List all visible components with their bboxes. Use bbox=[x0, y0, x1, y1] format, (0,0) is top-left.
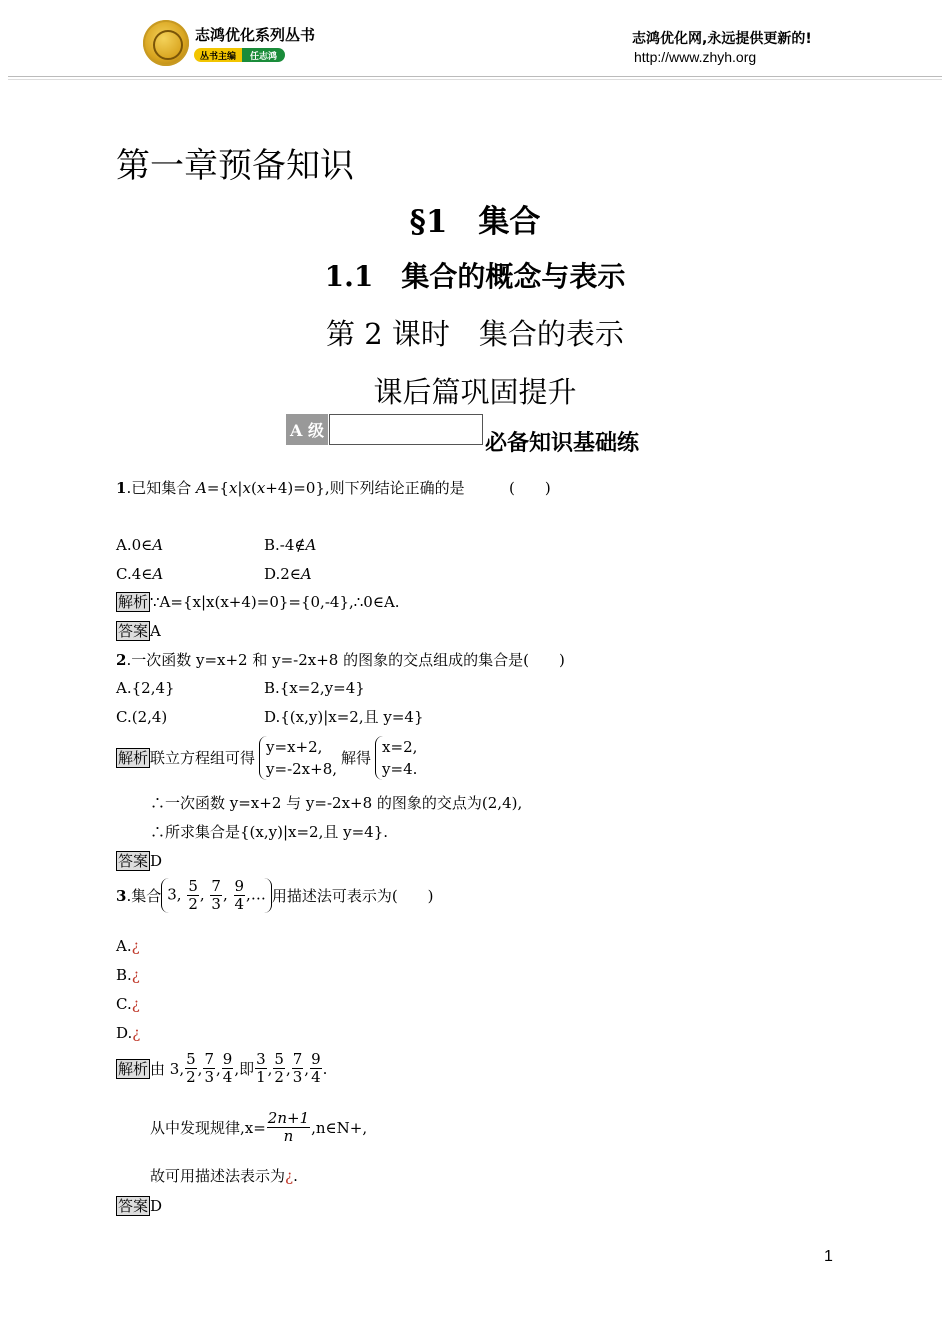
header-divider-secondary bbox=[8, 79, 942, 80]
q3-option-c-label: C. bbox=[116, 995, 132, 1013]
editor-label: 丛书主编 bbox=[194, 48, 242, 62]
q3-an-frac7-num: 9 bbox=[311, 1050, 321, 1068]
q3-analysis-mid: ,即 bbox=[234, 1059, 255, 1078]
q3-option-d-label: D. bbox=[116, 1024, 133, 1042]
q1-option-c-text: C.4∈ bbox=[116, 565, 153, 583]
q3-an-frac7-den: 4 bbox=[311, 1068, 321, 1086]
q3-option-c bbox=[116, 994, 140, 1014]
q3-set-frac1 bbox=[187, 878, 199, 913]
level-title: 必备知识基础练 bbox=[485, 431, 640, 456]
q3-an-frac5 bbox=[273, 1051, 285, 1086]
q1-option-d bbox=[264, 564, 312, 584]
q2-number: 2 bbox=[116, 651, 127, 669]
chapter-title: 第一章预备知识 bbox=[116, 146, 354, 186]
q3-an-frac2-num: 7 bbox=[204, 1050, 214, 1068]
q3-an-frac6-den: 3 bbox=[292, 1068, 303, 1086]
analysis-tag: 解析 bbox=[118, 749, 149, 767]
q3-set-frac2 bbox=[210, 878, 222, 913]
q3-an-frac2 bbox=[203, 1051, 215, 1086]
q3-set-frac2-num: 7 bbox=[211, 877, 221, 895]
q1-option-b-text: B.-4∉ bbox=[264, 536, 306, 554]
q1-option-a bbox=[116, 535, 163, 555]
q3-an-frac3 bbox=[222, 1051, 234, 1086]
q2-answer-text: D bbox=[150, 852, 163, 870]
site-url[interactable]: http://www.zhyh.org bbox=[634, 49, 757, 65]
q3-conclusion bbox=[150, 1166, 298, 1186]
q3-conclusion-text: 故可用描述法表示为 bbox=[150, 1167, 286, 1185]
q3-option-b bbox=[116, 965, 140, 985]
subsection-title: 1.1 集合的概念与表示 bbox=[324, 260, 626, 293]
site-slogan: 志鸿优化网,永远提供更新的! bbox=[632, 31, 812, 47]
q2-system-eq1: y=x+2, bbox=[266, 738, 323, 756]
q3-answer-text: D bbox=[150, 1197, 163, 1215]
q3-option-a bbox=[116, 936, 140, 956]
q2-option-d: D.{(x,y)|x=2,且 y=4} bbox=[264, 708, 424, 726]
q3-an-frac3-den: 4 bbox=[222, 1068, 233, 1086]
q3-an-frac1 bbox=[185, 1051, 197, 1086]
q3-option-d-glyph: ¿ bbox=[132, 1024, 141, 1042]
q3-set-frac3 bbox=[234, 878, 246, 913]
q2-solution-y: y=4. bbox=[382, 760, 418, 778]
q3-an-frac4 bbox=[255, 1051, 267, 1086]
q1-option-a-text: A.0∈ bbox=[116, 536, 153, 554]
q2-system-equations bbox=[259, 736, 337, 780]
q3-stem-b: 用描述法可表示为( ) bbox=[271, 886, 434, 905]
q3-rule-tail: ,n∈N+, bbox=[311, 1118, 368, 1137]
q2-solution-x: x=2, bbox=[382, 738, 418, 756]
q3-option-b-glyph: ¿ bbox=[131, 966, 140, 984]
q2-analysis-line3: ∴所求集合是{(x,y)|x=2,且 y=4}. bbox=[150, 823, 389, 841]
analysis-tag: 解析 bbox=[118, 593, 149, 611]
q3-analysis: 解析 由 3, $\frac{5}{2}$ , $\frac{7}{3}$ , $\frac{9}{4}$ ,即 $\frac{3}{1}$ , $\frac{5}{2}$ , $\frac{7}{3}$ , $\frac{9}{4}$ . bbox=[118, 1050, 328, 1086]
q3-rule-den: n bbox=[283, 1127, 294, 1145]
q1-answer-text: A bbox=[150, 622, 161, 640]
header-divider bbox=[8, 76, 942, 77]
q2-option-b: B.{x=2,y=4} bbox=[264, 679, 365, 697]
lesson-title: 第 2 课时 集合的表示 bbox=[326, 317, 624, 351]
q3-set-frac1-num: 5 bbox=[188, 877, 198, 895]
answer-tag: 答案 bbox=[118, 852, 149, 870]
q1-stem-x: x bbox=[228, 479, 238, 497]
q1-option-d-text: D.2∈ bbox=[264, 565, 301, 583]
q3-stem bbox=[116, 878, 434, 913]
q1-stem-a: .已知集合 bbox=[126, 479, 196, 497]
q1-analysis bbox=[116, 592, 400, 612]
q3-set-first: 3, bbox=[167, 885, 182, 904]
q3-an-frac1-den: 2 bbox=[186, 1068, 196, 1086]
q3-rule bbox=[150, 1110, 367, 1145]
q1-stem-x2: x bbox=[242, 479, 251, 497]
q3-an-frac7 bbox=[310, 1051, 322, 1086]
q1-option-a-var: A bbox=[152, 536, 164, 554]
q1-stem-x3: x bbox=[256, 479, 266, 497]
q2-solution-system bbox=[375, 736, 417, 780]
logo-emblem-icon bbox=[153, 30, 183, 60]
page-number: 1 bbox=[824, 1248, 833, 1265]
q2-option-a: A.{2,4} bbox=[116, 679, 175, 697]
q1-number: 1 bbox=[116, 479, 127, 497]
q2-analysis bbox=[116, 736, 417, 780]
q1-stem-e: +4)=0},则下列结论正确的是 bbox=[265, 479, 465, 497]
q1-option-b bbox=[264, 535, 316, 555]
q1-paren: ( ) bbox=[509, 479, 551, 497]
q3-set-frac2-den: 3 bbox=[211, 895, 221, 913]
q2-analysis-line2: ∴一次函数 y=x+2 与 y=-2x+8 的图象的交点为(2,4), bbox=[150, 794, 523, 812]
q3-an-frac4-num: 3 bbox=[256, 1050, 266, 1068]
q3-an-frac4-den: 1 bbox=[256, 1068, 266, 1086]
q1-stem-d: ( bbox=[250, 479, 257, 497]
q2-option-c: C.(2,4) bbox=[116, 708, 168, 726]
q3-option-c-glyph: ¿ bbox=[131, 995, 140, 1013]
q1-option-c-var: A bbox=[152, 565, 164, 583]
q3-set-tail: ,… bbox=[246, 885, 266, 904]
q1-stem bbox=[116, 478, 465, 498]
q3-rule-num: 2n+1 bbox=[267, 1109, 310, 1127]
q1-stem-c: | bbox=[237, 479, 243, 497]
q3-set-frac1-den: 2 bbox=[188, 895, 198, 913]
q3-an-frac6 bbox=[292, 1051, 304, 1086]
editor-name: 任志鸿 bbox=[242, 48, 285, 62]
q3-conclusion-end: . bbox=[293, 1167, 298, 1185]
q3-option-d bbox=[116, 1023, 140, 1043]
q3-set: 3, $\frac{5}{2}$ , $\frac{7}{3}$ , $\frac{9}{4}$ ,… bbox=[161, 878, 272, 913]
editor-bar bbox=[194, 48, 285, 62]
q3-option-a-glyph: ¿ bbox=[131, 937, 140, 955]
q3-an-frac3-num: 9 bbox=[222, 1050, 233, 1068]
q3-rule-lead: 从中发现规律,x= bbox=[150, 1118, 266, 1137]
level-box bbox=[329, 414, 483, 445]
answer-tag: 答案 bbox=[118, 1197, 149, 1215]
q3-number: 3 bbox=[116, 886, 127, 905]
q1-answer bbox=[116, 621, 161, 641]
section-title: §1 集合 bbox=[409, 204, 541, 240]
q2-stem bbox=[116, 650, 565, 670]
q1-option-d-var: A bbox=[300, 565, 312, 583]
practice-title: 课后篇巩固提升 bbox=[373, 375, 577, 409]
q3-an-frac6-num: 7 bbox=[292, 1050, 303, 1068]
q3-analysis-lead: 由 3, bbox=[150, 1059, 185, 1078]
q3-set-frac3-num: 9 bbox=[234, 877, 245, 895]
q3-rule-frac bbox=[267, 1110, 310, 1145]
q3-an-frac5-num: 5 bbox=[274, 1050, 284, 1068]
q3-option-b-label: B. bbox=[116, 966, 132, 984]
q2-stem-text: .一次函数 y=x+2 和 y=-2x+8 的图象的交点组成的集合是( ) bbox=[126, 651, 565, 669]
level-badge: A 级 bbox=[286, 414, 328, 445]
q1-stem-set: A bbox=[195, 479, 207, 497]
q3-an-frac5-den: 2 bbox=[274, 1068, 284, 1086]
q3-set-frac3-den: 4 bbox=[234, 895, 245, 913]
q3-an-frac2-den: 3 bbox=[204, 1068, 214, 1086]
q1-option-b-var: A bbox=[305, 536, 317, 554]
q1-analysis-text: ∵A={x|x(x+4)=0}={0,-4},∴0∈A. bbox=[150, 593, 400, 611]
q2-system-eq2: y=-2x+8, bbox=[266, 760, 338, 778]
q3-an-frac1-num: 5 bbox=[186, 1050, 196, 1068]
q3-answer bbox=[116, 1196, 162, 1216]
q2-solve-label: 解得 bbox=[341, 749, 372, 767]
q3-stem-a: .集合 bbox=[126, 886, 162, 905]
series-title: 志鸿优化系列丛书 bbox=[195, 26, 316, 44]
q3-option-a-label: A. bbox=[116, 937, 132, 955]
analysis-tag: 解析 bbox=[118, 1059, 149, 1078]
q2-analysis-lead: 联立方程组可得 bbox=[150, 749, 256, 767]
answer-tag: 答案 bbox=[118, 622, 149, 640]
q2-answer bbox=[116, 851, 162, 871]
q1-option-c bbox=[116, 564, 163, 584]
q3-conclusion-glyph: ¿ bbox=[285, 1167, 294, 1185]
q1-stem-b: ={ bbox=[206, 479, 229, 497]
